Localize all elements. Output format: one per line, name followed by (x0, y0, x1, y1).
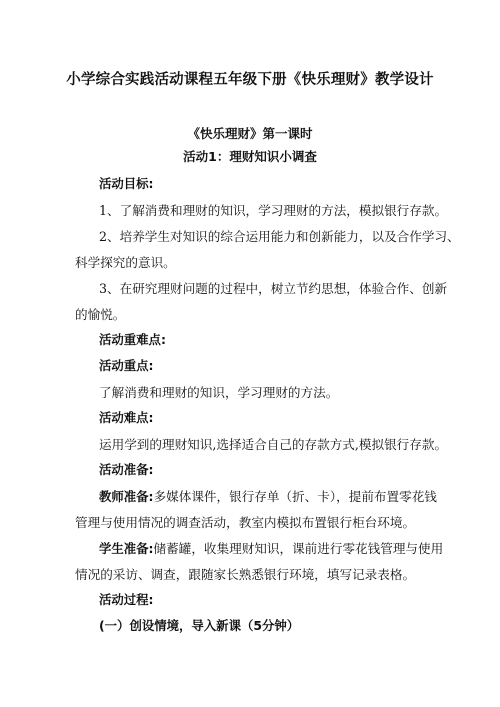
key-difficult-label: 活动重难点: (99, 332, 166, 347)
student-prep-line1 (99, 538, 443, 557)
teacher-prep-label: 教师准备: (99, 489, 154, 504)
key-text: 了解消费和理财的知识，学习理财的方法。 (99, 385, 339, 400)
difficult-label: 活动难点: (99, 410, 154, 425)
goal-1: 1、了解消费和理财的知识，学习理财的方法，模拟银行存款。 (99, 203, 448, 218)
student-prep-label: 学生准备: (99, 541, 154, 556)
teacher-prep-line1 (99, 486, 437, 505)
goal-3-line1: 3、在研究理财问题的过程中，树立节约思想，体验合作、创新 (99, 281, 448, 296)
difficult-text: 运用学到的理财知识,选择适合自己的存款方式,模拟银行存款。 (99, 437, 448, 452)
document-title: 小学综合实践活动课程五年级下册《快乐理财》教学设计 (66, 72, 434, 88)
lesson-heading: 《快乐理财》第一课时 (187, 126, 313, 141)
teacher-prep-text: 多媒体课件，银行存单（折、卡），提前布置零花钱 (153, 489, 437, 504)
goals-label: 活动目标: (99, 176, 154, 191)
goal-3-line2: 的愉悦。 (75, 307, 126, 322)
key-label: 活动重点: (99, 358, 154, 373)
goal-2-line1: 2、培养学生对知识的综合运用能力和创新能力，以及合作学习、 (99, 229, 460, 244)
activity-heading: 活动1：理财知识小调查 (183, 149, 317, 164)
step-1: (一）创设情境，导入新课（5分钟） (99, 618, 300, 633)
prep-label: 活动准备: (99, 462, 154, 477)
process-label: 活动过程: (99, 592, 154, 607)
student-prep-line2: 情况的采访、调查，跟随家长熟悉银行环境，填写记录表格。 (75, 567, 416, 582)
teacher-prep-line2: 管理与使用情况的调查活动，教室内模拟布置银行柜台环境。 (75, 515, 416, 530)
goal-2-line2: 科学探究的意识。 (75, 255, 176, 270)
student-prep-text: 储蓄罐，收集理财知识，课前进行零花钱管理与使用 (153, 541, 444, 556)
